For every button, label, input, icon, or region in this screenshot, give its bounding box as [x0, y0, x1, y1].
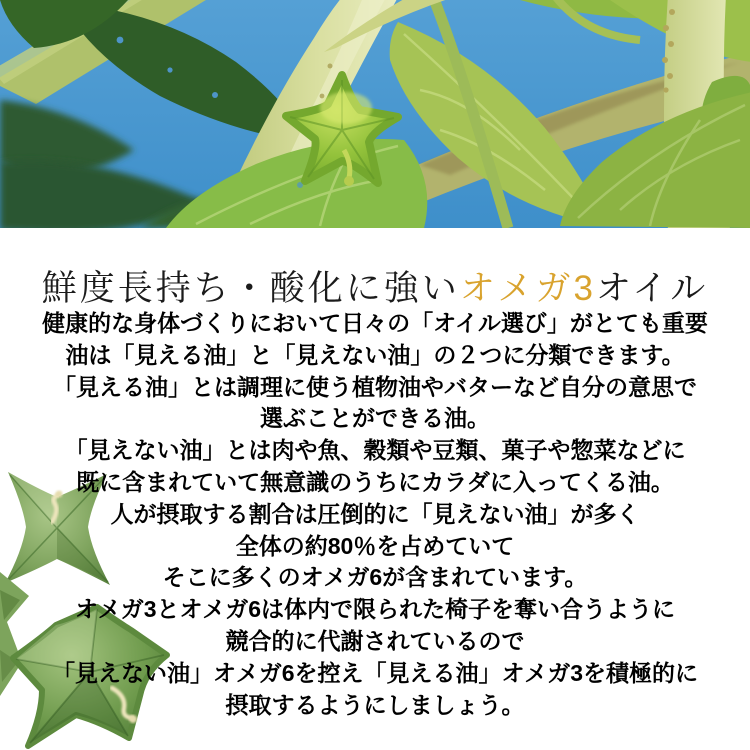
title-text-before: 鮮度長持ち・酸化に強い	[41, 269, 460, 309]
body-text-line: 油は「見える油」と「見えない油」の２つに分類できます。	[65, 341, 685, 368]
body-text-line: 「見えない油」とは肉や魚、穀類や豆類、菓子や惣菜などに	[64, 437, 686, 464]
body-text-line: そこに多くのオメガ6が含まれています。	[162, 564, 588, 591]
title-highlight-omega3: オメガ3	[459, 269, 596, 309]
title-text-after: オイル	[595, 269, 709, 309]
body-text-line: 「見えない油」オメガ6を控え「見える油」オメガ3を積極的に	[51, 659, 699, 686]
body-text-line: 既に含まれていて無意識のうちにカラダに入ってくる油。	[76, 468, 674, 495]
hero-photo-illustration	[0, 0, 750, 228]
body-text-line: オメガ3とオメガ6は体内で限られた椅子を奪い合うように	[74, 596, 676, 623]
body-text-line: 人が摂取する割合は圧倒的に「見えない油」が多く	[110, 500, 640, 527]
body-text-line: 「見える油」とは調理に使う植物油やバターなど自分の意思で	[53, 373, 697, 400]
body-text-line: 競合的に代謝されているので	[225, 627, 525, 654]
body-text-line: 選ぶことができる油。	[260, 405, 490, 432]
body-copy	[0, 308, 750, 721]
body-text-line: 摂取するようにしましょう。	[225, 691, 525, 718]
body-text-line: 全体の約80％を占めていて	[235, 532, 515, 559]
hero-photo	[0, 0, 750, 228]
body-text-line: 健康的な身体づくりにおいて日々の「オイル選び」がとても重要	[42, 310, 708, 336]
